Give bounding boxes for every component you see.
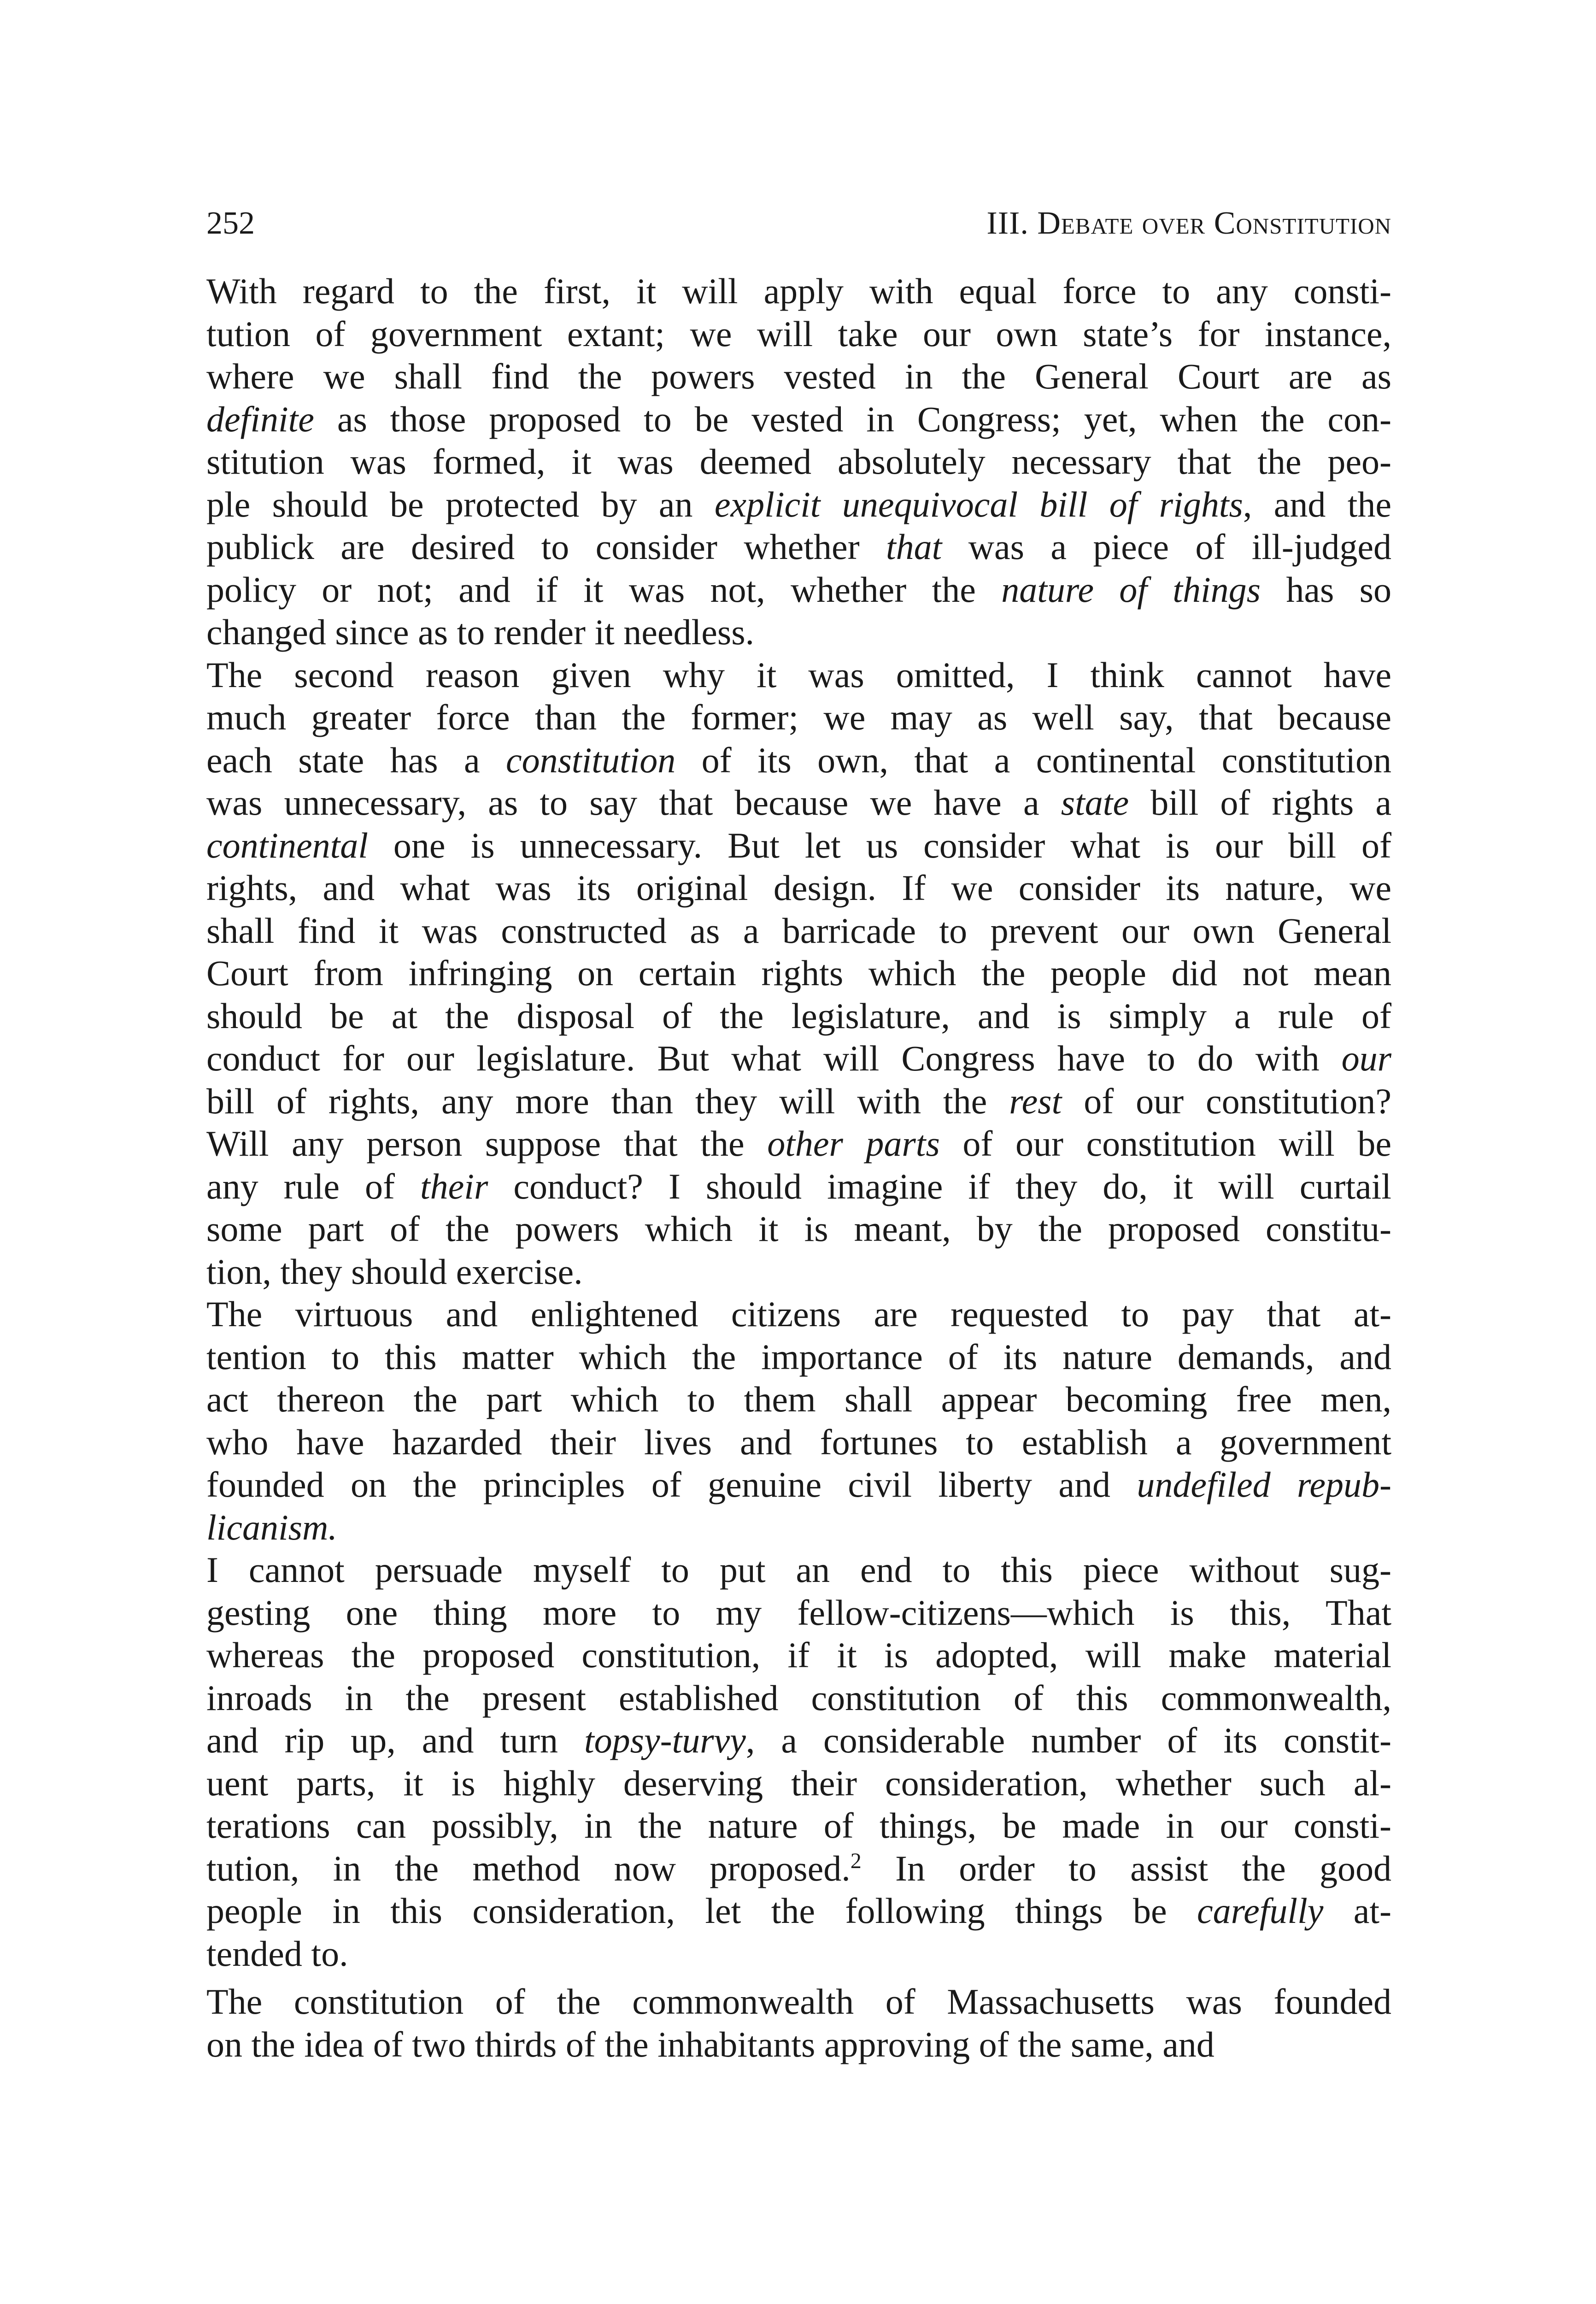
text-line: where we shall find the powers vested in the General Court are as xyxy=(206,356,1391,396)
text-line: tution of government extant; we will take our own state’s for instance, xyxy=(206,313,1391,354)
italic-text: nature of things xyxy=(1001,569,1261,610)
text-line: inroads in the present established constitution of this commonwealth, xyxy=(206,1677,1391,1718)
text-line: publick are desired to consider whether that was a piece of ill-judged xyxy=(206,527,1392,567)
italic-text: carefully xyxy=(1197,1891,1324,1931)
italic-text: rest xyxy=(1009,1081,1062,1121)
text-line: Court from infringing on certain rights which the people did not mean xyxy=(206,953,1391,993)
text-line: The constitution of the commonwealth of Massachusetts was founded xyxy=(206,1981,1391,2022)
text-line: policy or not; and if it was not, whether the nature of things has so xyxy=(206,569,1391,610)
text-line: bill of rights, any more than they will with the rest of our constitution? xyxy=(206,1081,1391,1121)
text-line: The virtuous and enlightened citizens are requested to pay that at- xyxy=(206,1294,1391,1334)
text-line: should be at the disposal of the legislature, and is simply a rule of xyxy=(206,995,1391,1036)
text-line: rights, and what was its original design. If we consider its nature, we xyxy=(206,868,1391,908)
text-line: on the idea of two thirds of the inhabitants approving of the same, and xyxy=(206,2024,1215,2064)
running-title: III. Debate over Constitution xyxy=(986,206,1391,241)
text-line: any rule of their conduct? I should imagine if they do, it will curtail xyxy=(206,1166,1391,1206)
italic-text: state xyxy=(1061,782,1129,823)
italic-text: licanism. xyxy=(206,1507,337,1547)
text-line xyxy=(206,1506,1391,1549)
text-line: and rip up, and turn topsy-turvy, a considerable number of its constit- xyxy=(206,1720,1392,1760)
text-line: ple should be protected by an explicit unequivocal bill of rights, and the xyxy=(206,484,1391,524)
text-line: changed since as to render it needless. xyxy=(206,612,755,652)
text-line: tion, they should exercise. xyxy=(206,1251,583,1292)
text-line: conduct for our legislature. But what will Congress have to do with our xyxy=(206,1038,1391,1078)
italic-text: undefiled repub- xyxy=(1137,1464,1391,1505)
text-line: act thereon the part which to them shall appear becoming free men, xyxy=(206,1379,1391,1419)
text-line: founded on the principles of genuine civil liberty and undefiled repub- xyxy=(206,1464,1391,1505)
italic-text: definite xyxy=(206,399,314,439)
italic-text: explicit unequivocal bill of rights xyxy=(714,484,1243,524)
text-line: tended to. xyxy=(206,1933,348,1974)
paragraph xyxy=(206,1293,1391,1549)
text-line: uent parts, it is highly deserving their consideration, whether such al- xyxy=(206,1763,1391,1803)
text-line: much greater force than the former; we may as well say, that because xyxy=(206,697,1391,737)
text-line: The second reason given why it was omitted, I think cannot have xyxy=(206,654,1391,695)
text-line: was unnecessary, as to say that because we have a state bill of rights a xyxy=(206,782,1391,823)
paragraph xyxy=(206,1549,1391,1975)
text-line: whereas the proposed constitution, if it is adopted, will make material xyxy=(206,1635,1391,1675)
text-line: each state has a constitution of its own, that a continental constitution xyxy=(206,740,1391,780)
text-line: tention to this matter which the importance of its nature demands, and xyxy=(206,1336,1391,1377)
text-line: people in this consideration, let the following things be carefully at- xyxy=(206,1891,1391,1931)
text-line: I cannot persuade myself to put an end to this piece without sug- xyxy=(206,1550,1391,1590)
text-line: who have hazarded their lives and fortunes to establish a government xyxy=(206,1422,1391,1462)
italic-text: their xyxy=(420,1166,488,1206)
italic-text: topsy-turvy xyxy=(584,1720,746,1760)
text-line: stitution was formed, it was deemed absolutely necessary that the peo- xyxy=(206,441,1391,482)
italic-text: constitution xyxy=(505,740,676,780)
page-number: 252 xyxy=(206,206,255,241)
running-head xyxy=(206,198,1391,249)
text-line: terations can possibly, in the nature of things, be made in our consti- xyxy=(206,1805,1391,1846)
text-line: continental one is unnecessary. But let us consider what is our bill of xyxy=(206,825,1391,865)
italic-text: our xyxy=(1341,1038,1391,1078)
text-line: some part of the powers which it is meant, by the proposed constitu- xyxy=(206,1209,1391,1249)
body-text xyxy=(206,270,1391,2066)
italic-text: that xyxy=(886,527,942,567)
text-line: gesting one thing more to my fellow-citizens—which is this, That xyxy=(206,1592,1391,1633)
italic-text: continental xyxy=(206,825,368,865)
text-line: tution, in the method now proposed.$^2$ In order to assist the good xyxy=(206,1848,1392,1888)
text-line: Will any person suppose that the other parts of our constitution will be xyxy=(206,1123,1391,1164)
text-line: With regard to the first, it will apply with equal force to any consti- xyxy=(206,271,1391,311)
text-line: shall find it was constructed as a barricade to prevent our own General xyxy=(206,910,1391,951)
footnote-marker[interactable]: 2 xyxy=(850,1848,862,1873)
paragraph xyxy=(206,654,1391,1293)
paragraph xyxy=(206,1981,1391,2066)
paragraph xyxy=(206,270,1391,654)
italic-text: other parts xyxy=(767,1123,940,1164)
text-line: definite as those proposed to be vested in Congress; yet, when the con- xyxy=(206,399,1391,439)
